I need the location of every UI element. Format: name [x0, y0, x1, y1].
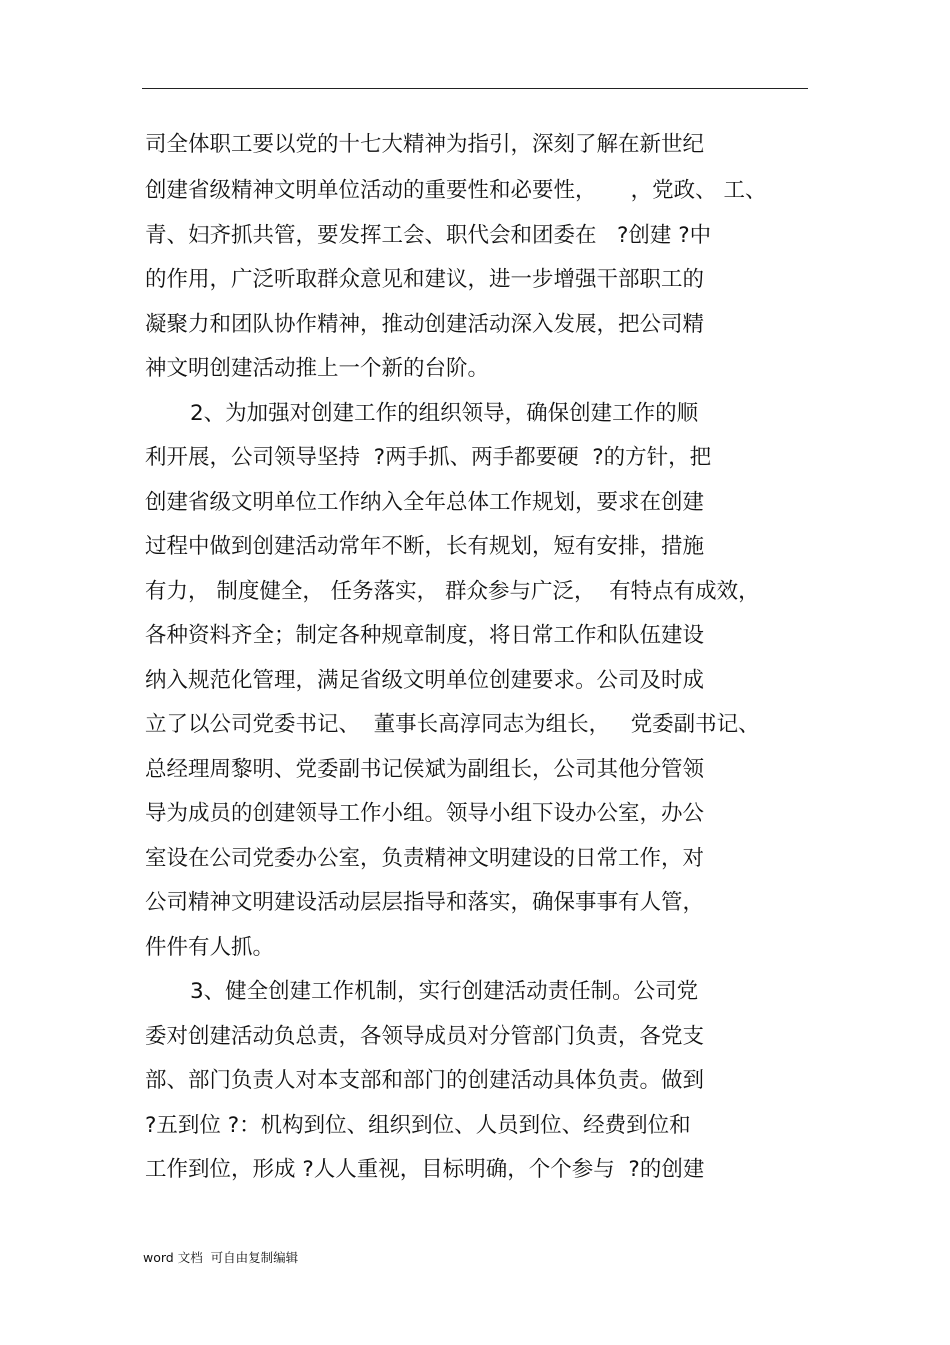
text-line: ?五到位 ?：机构到位、组织到位、人员到位、经费到位和	[145, 1113, 691, 1138]
header-rule	[142, 88, 808, 89]
text-line: 创建省级精神文明单位活动的重要性和必要性， ，党政、 工、	[145, 178, 767, 203]
paragraph-start-line: 2、为加强对创建工作的组织领导，确保创建工作的顺	[190, 401, 699, 426]
text-line: 件件有人抓。	[145, 935, 275, 960]
text-line: 室设在公司党委办公室，负责精神文明建设的日常工作，对	[145, 846, 705, 871]
text-line: 各种资料齐全；制定各种规章制度，将日常工作和队伍建设	[145, 623, 705, 648]
text-line: 创建省级文明单位工作纳入全年总体工作规划，要求在创建	[145, 490, 705, 515]
text-line: 凝聚力和团队协作精神，推动创建活动深入发展，把公司精	[145, 312, 705, 337]
text-line: 过程中做到创建活动常年不断，长有规划，短有安排，措施	[145, 534, 705, 559]
text-line: 委对创建活动负总责，各领导成员对分管部门负责，各党支	[145, 1024, 705, 1049]
text-line: 工作到位，形成 ?人人重视，目标明确，个个参与 ?的创建	[145, 1157, 705, 1182]
page-footer: word 文档 可自由复制编辑	[143, 1250, 299, 1265]
paragraph-start-line: 3、健全创建工作机制，实行创建活动责任制。公司党	[190, 979, 699, 1004]
text-line: 导为成员的创建领导工作小组。领导小组下设办公室，办公	[145, 801, 705, 826]
text-line: 总经理周黎明、党委副书记侯斌为副组长，公司其他分管领	[145, 757, 705, 782]
text-line: 部、部门负责人对本支部和部门的创建活动具体负责。做到	[145, 1068, 705, 1093]
text-line: 利开展，公司领导坚持 ?两手抓、两手都要硬 ?的方针，把	[145, 445, 712, 470]
text-line: 的作用，广泛听取群众意见和建议，进一步增强干部职工的	[145, 267, 705, 292]
text-line: 立了以公司党委书记、 董事长高淳同志为组长， 党委副书记、	[145, 712, 760, 737]
text-line: 公司精神文明建设活动层层指导和落实，确保事事有人管，	[145, 890, 705, 915]
text-line: 神文明创建活动推上一个新的台阶。	[145, 356, 490, 381]
text-line: 司全体职工要以党的十七大精神为指引，深刻了解在新世纪	[145, 132, 705, 157]
text-line: 纳入规范化管理，满足省级文明单位创建要求。公司及时成	[145, 668, 705, 693]
text-line: 有力， 制度健全， 任务落实， 群众参与广泛， 有特点有成效，	[145, 579, 760, 604]
text-line: 青、妇齐抓共管，要发挥工会、职代会和团委在 ?创建 ?中	[145, 223, 712, 248]
